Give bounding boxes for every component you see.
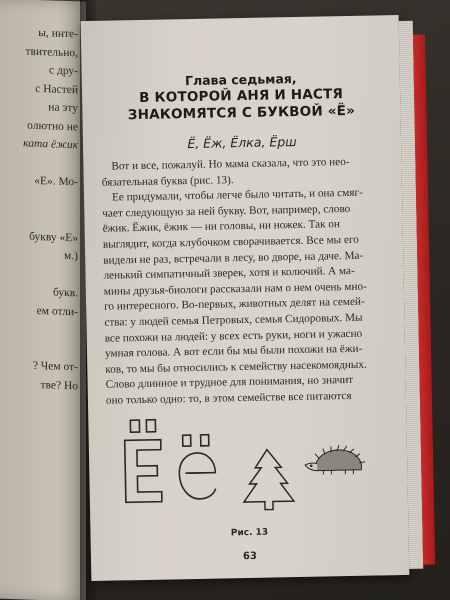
left-page-line: ? Чем от- (32, 359, 78, 374)
left-page-line: с Настей (35, 82, 78, 96)
page-number: 63 (242, 550, 258, 563)
hedgehog-icon (305, 445, 366, 475)
left-page-line: букву «Е» (29, 230, 78, 244)
body-text-line: умная голова. А вот если бы мы были похожи на ёжи- (104, 342, 363, 360)
left-page-line: ы, инте- (38, 27, 78, 41)
outlined-capital-yo-letter (124, 420, 162, 503)
body-text-line: Ее придумали, чтобы легче было читать, и она смяг- (111, 186, 363, 204)
body-text-line: видели не раз, встречали в лесу, во дворе, на даче. Ма- (103, 249, 364, 267)
left-page-line: на эту (48, 101, 78, 115)
right-page (81, 15, 410, 581)
left-page-line: с дру- (48, 64, 78, 78)
chapter-title-line-1: В КОТОРОЙ АНЯ И НАСТЯ (139, 86, 344, 106)
body-text-line: Вот и все, пожалуй. Но мама сказала, что это нео- (111, 155, 350, 173)
left-page (0, 0, 86, 600)
body-text-line: ёжик. Ёжик, ёжик — ни головы, ни ножек. Так он (102, 218, 341, 236)
chapter-title-line-2: ЗНАКОМЯТСЯ С БУКВОЙ «Ё» (127, 102, 356, 124)
chapter-number: Глава седьмая, (184, 70, 297, 89)
body-text-line: оно только одно: то, в этом семействе все питаются (105, 389, 352, 407)
body-text-line: мины друзья-биологи рассказали нам о нем очень мно- (103, 280, 367, 298)
section-subtitle: Ё, Ёж, Ёлка, Ёрш (187, 133, 297, 152)
left-page-line: «Е». Мо- (34, 174, 78, 189)
left-page-line: букв. (52, 286, 78, 300)
left-page-line: м.) (64, 249, 78, 263)
body-text-line: го интересного. Во-первых, животных делят на семей- (104, 296, 365, 314)
left-page-line: твительно, (25, 45, 78, 59)
body-text-line: все похожи на людей: у всех есть руки, ноги и ужасно (104, 327, 363, 345)
body-text (101, 154, 392, 409)
figure-caption: Рис. 13 (230, 527, 269, 539)
chapter-heading (82, 69, 401, 125)
body-text-line: чает следующую за ней букву. Вот, например, слово (102, 202, 351, 220)
figure-13-illustration (116, 407, 398, 522)
body-text-line: ленький симпатичный зверек, хотя и колючий. А ма- (103, 265, 355, 282)
outlined-lowercase-yo-letter (179, 435, 216, 500)
left-page-line: олютно не (27, 119, 78, 133)
body-text-line: бязательная буква (рис. 13). (101, 173, 234, 189)
left-page-line: тве? Но (40, 378, 78, 392)
fir-tree-icon (243, 449, 294, 510)
left-page-line: ката ёжик (23, 137, 78, 152)
left-page-text (0, 26, 84, 399)
body-text-line: ства: у людей семья Петровых, семья Сидоровых. Мы (104, 311, 363, 329)
left-page-line: ем отли- (36, 304, 78, 318)
body-text-line: ков, то мы бы относились к семейству насекомоядных. (105, 358, 367, 376)
body-text-line: Слово длинное и трудное для понимания, но значит (105, 374, 354, 392)
body-text-line: выглядит, когда клубочком сворачивается. Все мы его (102, 233, 359, 251)
